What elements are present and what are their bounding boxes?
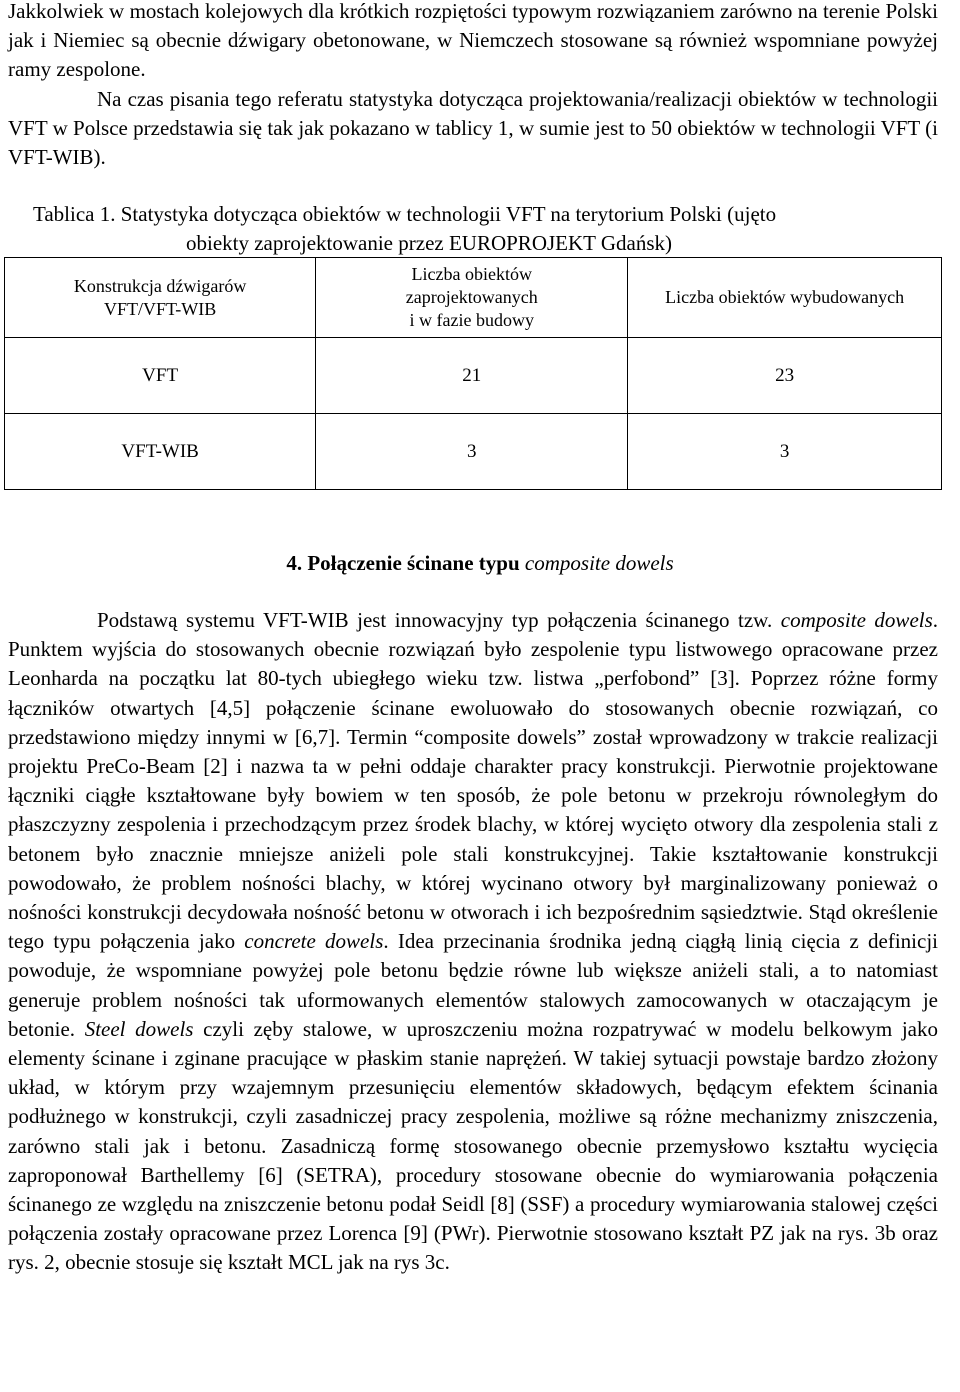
cell-type: VFT-WIB [5,414,316,490]
body-paragraph [8,606,938,1278]
table-header-row [5,258,942,338]
cell-built: 3 [628,414,942,490]
body-term-concrete-dowels: concrete dowels [244,929,384,954]
body-text-2: . Punktem wyjścia do stosowanych obecnie rozwiązań było zespolenie typu listwowego opracowane przez Leonharda na początku lat 80-tych ubiegłego wieku tzw. listwa „perfobond” [3]. Poprzez różne formy łączników otwartych [4,5] połączenie ścinane ewoluowało do stosowanych obecnie rozwiązań, co przedstawiono między innymi w [6,7]. Termin “composite dowels” został wprowadzony w trakcie realizacji projektu PreCo-Beam [2] i nazwa ta w pełni oddaje charakter pracy konstrukcji. Pierwotnie projektowane łączniki ciągłe kształtowane były bowiem w ten sposób, że pole betonu w przekroju równoległym do płaszczyzny zespolenia i przechodzącym przez środek blachy, w której wycięto otwory dla zespolenia stali z betonem było znacznie mniejsze aniżeli pole stali konstrukcyjnej. Takie kształtowanie konstrukcji powodowało, że problem nośności blachy, w której wycinano otwory był marginalizowany ponieważ o nośności konstrukcji decydowała nośność betonu w otworach i ich bezpośrednim sąsiedztwie. Stąd określenie tego typu połączenia jako [8,608,939,954]
body-text-1: Podstawą systemu VFT-WIB jest innowacyjny typ połączenia ścinanego tzw. [97,608,773,632]
header-designed-line2: zaprojektowanych [405,287,538,307]
section-title-italic: composite dowels [524,551,674,575]
table-caption [33,200,938,258]
cell-designed: 3 [316,414,628,490]
cell-built: 23 [628,338,942,414]
table-row [5,414,942,490]
intro-paragraph [8,0,938,172]
header-built: Liczba obiektów wybudowanych [628,258,942,338]
cell-designed: 21 [316,338,628,414]
section-heading [0,549,960,578]
table-row [5,338,942,414]
intro-text-part1: Jakkolwiek w mostach kolejowych dla krótkich rozpiętości typowym rozwiązaniem zarówno na terenie Polski jak i Niemiec są obecnie dźwigary obetonowane, w Niemczech stosowane są również wspomniane powyżej ramy zespolone. [8,0,938,82]
header-designed [316,258,628,338]
header-structure [5,258,316,338]
header-designed-line1: Liczba obiektów [411,264,533,284]
intro-text-part2: Na czas pisania tego referatu statystyka dotycząca projektowania/realizacji obiektów w technologii VFT w Polsce przedstawia się tak jak pokazano w tablicy 1, w sumie jest to 50 obiektów w technologii VFT (i VFT-WIB). [8,86,938,170]
body-text-3: . Idea przecinania środnika jedną ciągłą linią cięcia z definicji powoduje, że wspomniane powyżej pole betonu będzie równe lub większe aniżeli stali, a to natomiast generuje problem nośności tak uformowanych elementów stalowych zamocowanych w otaczającym je betonie. [8,929,938,1041]
statistics-table [4,257,942,490]
section-number: 4. [286,551,303,575]
table-caption-line1: Tablica 1. Statystyka dotycząca obiektów w technologii VFT na terytorium Polski (ujęto [33,202,777,226]
body-term-composite-dowels: composite dowels [780,608,933,632]
body-text-4: czyli zęby stalowe, w uproszczeniu można rozpatrywać w modelu belkowym jako elementy ścinane i zginane pracujące w płaskim stanie naprężeń. W takiej sytuacji powstaje bardzo złożony układ, w którym przy wzajemnym przesunięciu elementów składowych, będącym efektem ścinania podłużnego w konstrukcji, czyli zasadniczej pracy zespolenia, możliwe są różne mechanizmy zniszczenia, zarówno stali jak i betonu. Zasadniczą formę stosowanego obecnie przemysłowo kształtu wycięcia zaproponował Barthellemy [6] (SETRA), procedury stosowane obecnie do wymiarowania połączenia ścinanego ze względu na zniszczenie betonu podał Seidl [8] (SSF) a procedury wymiarowania stalowej części połączenia zostały opracowane przez Lorenca [9] (PWr). Pierwotnie stosowano kształt PZ jak na rys. 3b oraz rys. 2, obecnie stosuje się kształt MCL jak na rys 3c. [8,1016,938,1275]
header-structure-line1: Konstrukcja dźwigarów [73,275,247,296]
cell-type: VFT [5,338,316,414]
header-structure-line2: VFT/VFT-WIB [103,298,217,319]
section-title: Połączenie ścinane typu [307,551,520,575]
table-caption-line2: obiekty zaprojektowanie przez EUROPROJEKT Gdańsk) [186,231,672,255]
body-term-steel-dowels: Steel dowels [84,1016,194,1041]
header-designed-line3: i w fazie budowy [409,310,535,330]
